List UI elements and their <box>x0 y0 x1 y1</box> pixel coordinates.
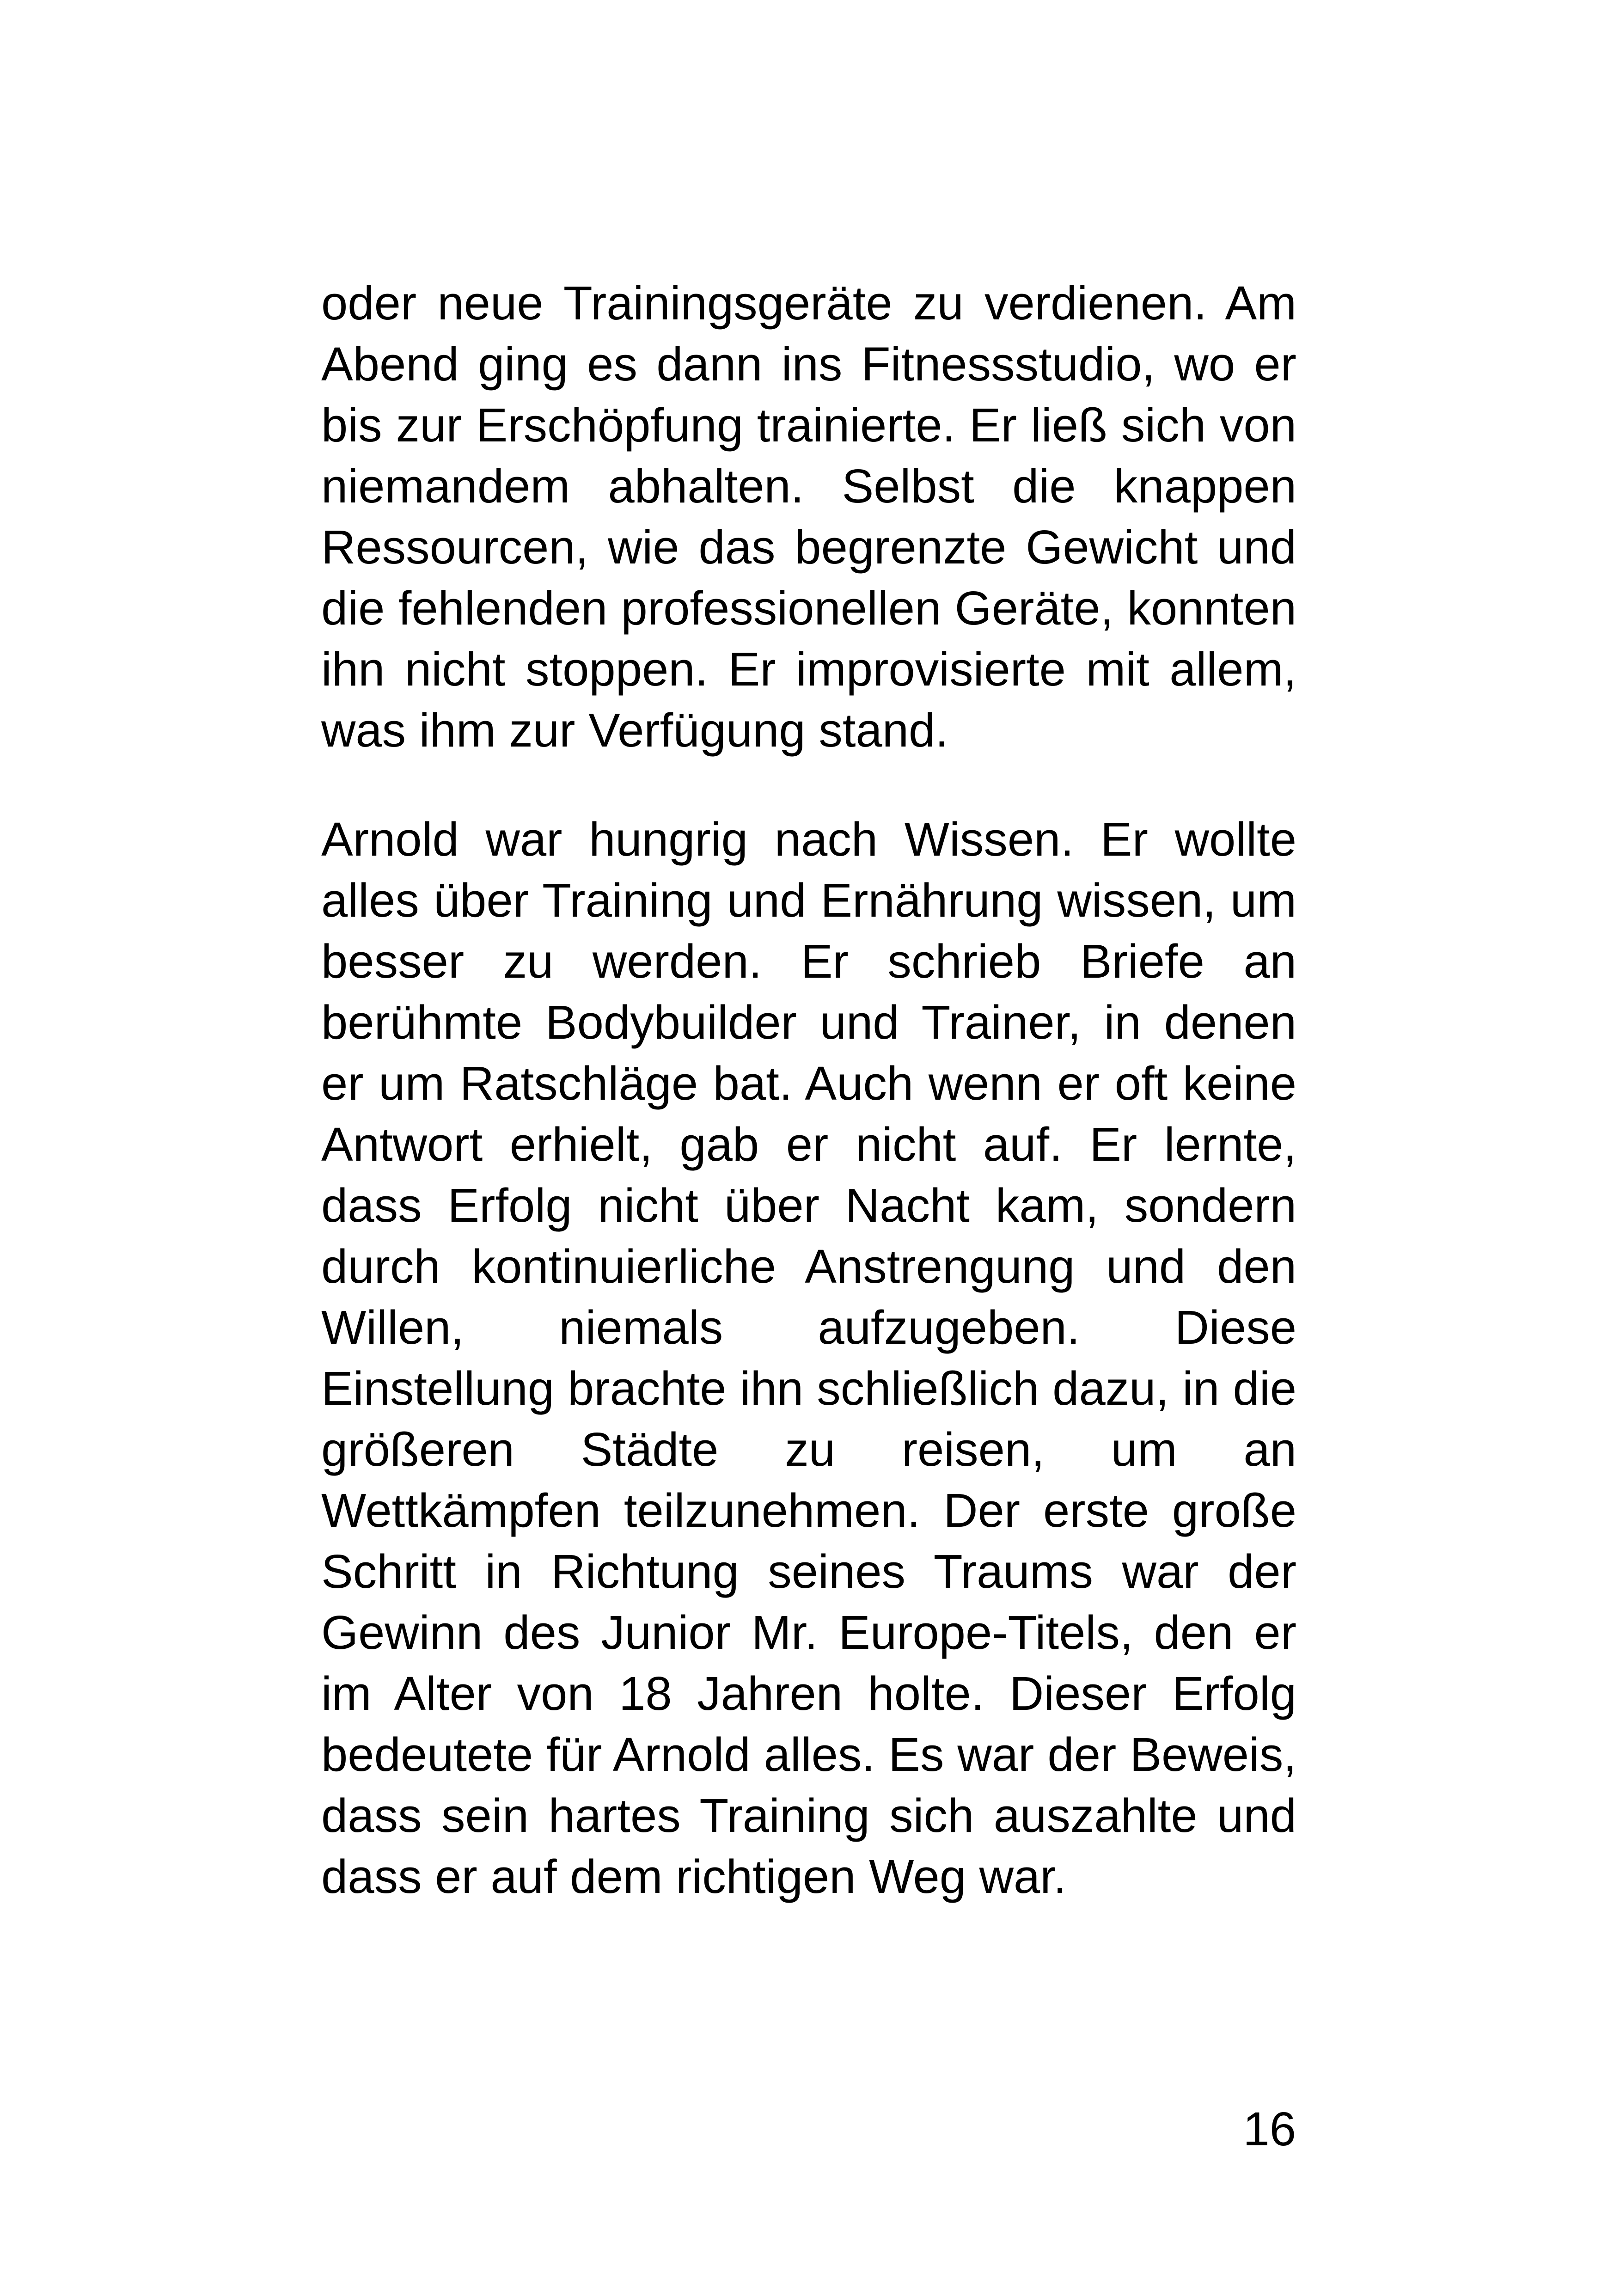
paragraph-1: oder neue Trainingsgeräte zu verdienen. Am Abend ging es dann ins Fitnessstudio, wo er bis zur Erschöpfung trainierte. Er ließ sich von niemandem abhalten. Selbst die knappen Ressourcen, wie das begrenzte Gewicht und die fehlenden professionellen Geräte, konnten ihn nicht stoppen. Er improvisierte mit allem, was ihm zur Verfügung stand. <box>321 276 1296 757</box>
paragraph-2: Arnold war hungrig nach Wissen. Er wollte alles über Training und Ernährung wissen, um besser zu werden. Er schrieb Briefe an berühmte Bodybuilder und Trainer, in denen er um Ratschläge bat. Auch wenn er oft keine Antwort erhielt, gab er nicht auf. Er lernte, dass Erfolg nicht über Nacht kam, sondern durch kontinuierliche Anstrengung und den Willen, niemals aufzugeben. Diese Einstellung brachte ihn schließlich dazu, in die größeren Städte zu reisen, um an Wettkämpfen teilzunehmen. Der erste große Schritt in Richtung seines Traums war der Gewinn des Junior Mr. Europe-Titels, den er im Alter von 18 Jahren holte. Dieser Erfolg bedeutete für Arnold alles. Es war der Beweis, dass sein hartes Training sich auszahlte und dass er auf dem richtigen Weg war. <box>321 813 1296 1903</box>
page-number: 16 <box>1243 2102 1296 2155</box>
body-text <box>321 273 1296 1907</box>
